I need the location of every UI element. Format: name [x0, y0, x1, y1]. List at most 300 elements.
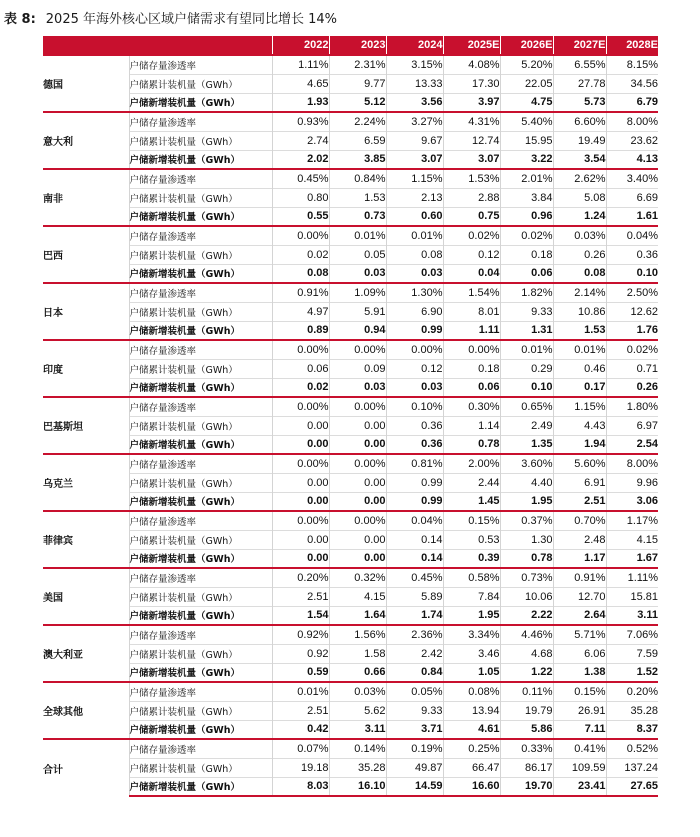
header-year: 2026E [500, 36, 553, 55]
table-row [43, 131, 658, 150]
value-cell: 19.70 [500, 777, 553, 796]
value-cell: 8.00% [606, 112, 658, 131]
table-row [43, 530, 658, 549]
value-cell: 2.31% [329, 55, 386, 74]
value-cell: 1.54 [272, 606, 329, 625]
value-cell: 0.89 [272, 321, 329, 340]
value-cell: 1.67 [606, 549, 658, 568]
table-row [43, 207, 658, 226]
metric-label: 户储累计装机量（GWh） [129, 302, 272, 321]
value-cell: 6.06 [553, 644, 606, 663]
value-cell: 7.11 [553, 720, 606, 739]
value-cell: 0.15% [553, 682, 606, 701]
metric-label: 户储新增装机量（GWh） [129, 207, 272, 226]
value-cell: 1.11% [272, 55, 329, 74]
value-cell: 0.99 [386, 321, 443, 340]
value-cell: 35.28 [606, 701, 658, 720]
value-cell: 1.76 [606, 321, 658, 340]
metric-label: 户储新增装机量（GWh） [129, 378, 272, 397]
value-cell: 17.30 [443, 74, 500, 93]
value-cell: 4.15 [606, 530, 658, 549]
value-cell: 16.10 [329, 777, 386, 796]
value-cell: 1.22 [500, 663, 553, 682]
metric-label: 户储存量渗透率 [129, 682, 272, 701]
metric-label: 户储新增装机量（GWh） [129, 435, 272, 454]
header-blank [43, 36, 272, 55]
value-cell: 5.73 [553, 93, 606, 112]
value-cell: 4.75 [500, 93, 553, 112]
value-cell: 26.91 [553, 701, 606, 720]
metric-label: 户储累计装机量（GWh） [129, 188, 272, 207]
value-cell: 0.94 [329, 321, 386, 340]
metric-label: 户储累计装机量（GWh） [129, 644, 272, 663]
value-cell: 1.14 [443, 416, 500, 435]
value-cell: 23.41 [553, 777, 606, 796]
table-caption: 2025 年海外核心区域户储需求有望同比增长 14% [45, 12, 338, 27]
value-cell: 1.54% [443, 283, 500, 302]
value-cell: 0.03 [329, 264, 386, 283]
value-cell: 12.70 [553, 587, 606, 606]
value-cell: 0.36 [606, 245, 658, 264]
value-cell: 2.42 [386, 644, 443, 663]
value-cell: 1.53 [553, 321, 606, 340]
value-cell: 27.65 [606, 777, 658, 796]
table-row [43, 701, 658, 720]
value-cell: 0.14% [329, 739, 386, 758]
metric-label: 户储存量渗透率 [129, 283, 272, 302]
value-cell: 0.06 [272, 359, 329, 378]
metric-label: 户储存量渗透率 [129, 454, 272, 473]
value-cell: 0.84 [386, 663, 443, 682]
value-cell: 2.50% [606, 283, 658, 302]
value-cell: 1.93 [272, 93, 329, 112]
value-cell: 66.47 [443, 758, 500, 777]
value-cell: 0.91% [553, 568, 606, 587]
value-cell: 0.00 [272, 435, 329, 454]
value-cell: 12.74 [443, 131, 500, 150]
value-cell: 2.51 [553, 492, 606, 511]
metric-label: 户储累计装机量（GWh） [129, 587, 272, 606]
value-cell: 0.00 [272, 492, 329, 511]
value-cell: 109.59 [553, 758, 606, 777]
table-row [43, 226, 658, 245]
value-cell: 0.53 [443, 530, 500, 549]
value-cell: 0.05 [329, 245, 386, 264]
value-cell: 0.02 [272, 245, 329, 264]
table-row [43, 473, 658, 492]
value-cell: 0.39 [443, 549, 500, 568]
metric-label: 户储累计装机量（GWh） [129, 245, 272, 264]
value-cell: 0.65% [500, 397, 553, 416]
value-cell: 1.30 [500, 530, 553, 549]
value-cell: 1.24 [553, 207, 606, 226]
value-cell: 3.06 [606, 492, 658, 511]
value-cell: 1.56% [329, 625, 386, 644]
metric-label: 户储新增装机量（GWh） [129, 492, 272, 511]
value-cell: 0.08 [553, 264, 606, 283]
value-cell: 0.08 [272, 264, 329, 283]
value-cell: 0.12 [443, 245, 500, 264]
value-cell: 0.19% [386, 739, 443, 758]
value-cell: 1.95 [443, 606, 500, 625]
value-cell: 0.80 [272, 188, 329, 207]
value-cell: 0.15% [443, 511, 500, 530]
value-cell: 0.59 [272, 663, 329, 682]
region-name: 日本 [43, 283, 129, 340]
table-row [43, 340, 658, 359]
region-name: 菲律宾 [43, 511, 129, 568]
value-cell: 8.01 [443, 302, 500, 321]
value-cell: 0.60 [386, 207, 443, 226]
value-cell: 0.18 [500, 245, 553, 264]
value-cell: 6.55% [553, 55, 606, 74]
value-cell: 0.29 [500, 359, 553, 378]
header-year: 2022 [272, 36, 329, 55]
value-cell: 9.67 [386, 131, 443, 150]
value-cell: 1.74 [386, 606, 443, 625]
value-cell: 3.07 [443, 150, 500, 169]
value-cell: 8.00% [606, 454, 658, 473]
value-cell: 0.42 [272, 720, 329, 739]
value-cell: 4.08% [443, 55, 500, 74]
value-cell: 1.09% [329, 283, 386, 302]
table-row [43, 416, 658, 435]
value-cell: 0.11% [500, 682, 553, 701]
table-row [43, 359, 658, 378]
table-row [43, 587, 658, 606]
value-cell: 1.95 [500, 492, 553, 511]
metric-label: 户储存量渗透率 [129, 112, 272, 131]
value-cell: 6.90 [386, 302, 443, 321]
value-cell: 0.03% [329, 682, 386, 701]
value-cell: 0.00 [329, 549, 386, 568]
value-cell: 1.64 [329, 606, 386, 625]
value-cell: 0.91% [272, 283, 329, 302]
value-cell: 5.62 [329, 701, 386, 720]
value-cell: 0.00% [329, 454, 386, 473]
table-row [43, 568, 658, 587]
region-name: 南非 [43, 169, 129, 226]
value-cell: 15.95 [500, 131, 553, 150]
value-cell: 4.40 [500, 473, 553, 492]
value-cell: 0.00 [329, 473, 386, 492]
value-cell: 0.06 [500, 264, 553, 283]
metric-label: 户储新增装机量（GWh） [129, 321, 272, 340]
value-cell: 0.00% [386, 340, 443, 359]
value-cell: 4.65 [272, 74, 329, 93]
value-cell: 13.33 [386, 74, 443, 93]
metric-label: 户储存量渗透率 [129, 340, 272, 359]
value-cell: 7.84 [443, 587, 500, 606]
value-cell: 15.81 [606, 587, 658, 606]
value-cell: 3.22 [500, 150, 553, 169]
value-cell: 0.25% [443, 739, 500, 758]
value-cell: 2.54 [606, 435, 658, 454]
header-year: 2028E [606, 36, 658, 55]
metric-label: 户储新增装机量（GWh） [129, 777, 272, 796]
value-cell: 3.60% [500, 454, 553, 473]
metric-label: 户储新增装机量（GWh） [129, 720, 272, 739]
value-cell: 0.01% [553, 340, 606, 359]
value-cell: 3.15% [386, 55, 443, 74]
value-cell: 0.00% [443, 340, 500, 359]
value-cell: 0.93% [272, 112, 329, 131]
value-cell: 0.10% [386, 397, 443, 416]
value-cell: 0.75 [443, 207, 500, 226]
table-row [43, 454, 658, 473]
value-cell: 1.82% [500, 283, 553, 302]
value-cell: 3.11 [329, 720, 386, 739]
table-row [43, 682, 658, 701]
value-cell: 1.61 [606, 207, 658, 226]
value-cell: 0.02 [272, 378, 329, 397]
value-cell: 4.43 [553, 416, 606, 435]
value-cell: 8.03 [272, 777, 329, 796]
value-cell: 0.03% [553, 226, 606, 245]
header-year: 2023 [329, 36, 386, 55]
table-row [43, 644, 658, 663]
metric-label: 户储存量渗透率 [129, 169, 272, 188]
value-cell: 8.37 [606, 720, 658, 739]
value-cell: 0.18 [443, 359, 500, 378]
value-cell: 0.99 [386, 492, 443, 511]
table-row [43, 720, 658, 739]
value-cell: 3.27% [386, 112, 443, 131]
value-cell: 19.79 [500, 701, 553, 720]
value-cell: 5.12 [329, 93, 386, 112]
value-cell: 3.84 [500, 188, 553, 207]
value-cell: 0.00% [272, 340, 329, 359]
value-cell: 0.00% [272, 511, 329, 530]
value-cell: 0.00% [329, 397, 386, 416]
value-cell: 3.97 [443, 93, 500, 112]
table-row [43, 777, 658, 796]
value-cell: 2.00% [443, 454, 500, 473]
value-cell: 0.05% [386, 682, 443, 701]
table-row [43, 549, 658, 568]
value-cell: 7.06% [606, 625, 658, 644]
value-cell: 4.97 [272, 302, 329, 321]
value-cell: 0.46 [553, 359, 606, 378]
value-cell: 10.06 [500, 587, 553, 606]
value-cell: 5.60% [553, 454, 606, 473]
value-cell: 1.94 [553, 435, 606, 454]
value-cell: 1.35 [500, 435, 553, 454]
value-cell: 2.02 [272, 150, 329, 169]
value-cell: 1.31 [500, 321, 553, 340]
value-cell: 0.20% [272, 568, 329, 587]
value-cell: 0.14 [386, 549, 443, 568]
value-cell: 0.01% [272, 682, 329, 701]
table-row [43, 758, 658, 777]
table-row [43, 169, 658, 188]
metric-label: 户储存量渗透率 [129, 397, 272, 416]
value-cell: 22.05 [500, 74, 553, 93]
value-cell: 0.03 [386, 264, 443, 283]
value-cell: 1.30% [386, 283, 443, 302]
value-cell: 4.15 [329, 587, 386, 606]
value-cell: 3.85 [329, 150, 386, 169]
value-cell: 0.73 [329, 207, 386, 226]
table-row [43, 321, 658, 340]
table-row [43, 625, 658, 644]
region-name: 巴西 [43, 226, 129, 283]
value-cell: 0.00% [272, 226, 329, 245]
value-cell: 0.92 [272, 644, 329, 663]
table-row [43, 283, 658, 302]
value-cell: 2.49 [500, 416, 553, 435]
value-cell: 0.01% [500, 340, 553, 359]
value-cell: 23.62 [606, 131, 658, 150]
header-year: 2027E [553, 36, 606, 55]
metric-label: 户储存量渗透率 [129, 568, 272, 587]
value-cell: 2.36% [386, 625, 443, 644]
value-cell: 35.28 [329, 758, 386, 777]
value-cell: 0.04% [606, 226, 658, 245]
metric-label: 户储累计装机量（GWh） [129, 416, 272, 435]
value-cell: 0.00 [329, 435, 386, 454]
region-name: 乌克兰 [43, 454, 129, 511]
table-body [43, 55, 658, 796]
value-cell: 1.11 [443, 321, 500, 340]
value-cell: 6.91 [553, 473, 606, 492]
value-cell: 1.53% [443, 169, 500, 188]
table-row [43, 739, 658, 758]
table-row [43, 606, 658, 625]
value-cell: 2.13 [386, 188, 443, 207]
value-cell: 0.07% [272, 739, 329, 758]
value-cell: 34.56 [606, 74, 658, 93]
value-cell: 0.00 [329, 492, 386, 511]
metric-label: 户储新增装机量（GWh） [129, 663, 272, 682]
value-cell: 4.68 [500, 644, 553, 663]
value-cell: 0.20% [606, 682, 658, 701]
value-cell: 9.96 [606, 473, 658, 492]
table-row [43, 93, 658, 112]
value-cell: 2.01% [500, 169, 553, 188]
header-row [43, 36, 658, 55]
value-cell: 5.86 [500, 720, 553, 739]
value-cell: 1.11% [606, 568, 658, 587]
value-cell: 0.00 [272, 416, 329, 435]
metric-label: 户储新增装机量（GWh） [129, 264, 272, 283]
value-cell: 6.60% [553, 112, 606, 131]
value-cell: 0.10 [500, 378, 553, 397]
region-name: 美国 [43, 568, 129, 625]
value-cell: 0.26 [553, 245, 606, 264]
value-cell: 19.49 [553, 131, 606, 150]
value-cell: 1.53 [329, 188, 386, 207]
value-cell: 3.34% [443, 625, 500, 644]
value-cell: 0.36 [386, 416, 443, 435]
value-cell: 0.45% [386, 568, 443, 587]
header-year: 2024 [386, 36, 443, 55]
region-name: 澳大利亚 [43, 625, 129, 682]
value-cell: 2.74 [272, 131, 329, 150]
value-cell: 0.00 [329, 530, 386, 549]
value-cell: 27.78 [553, 74, 606, 93]
value-cell: 6.59 [329, 131, 386, 150]
value-cell: 3.11 [606, 606, 658, 625]
value-cell: 0.02% [443, 226, 500, 245]
value-cell: 86.17 [500, 758, 553, 777]
metric-label: 户储累计装机量（GWh） [129, 359, 272, 378]
value-cell: 1.17 [553, 549, 606, 568]
header-year: 2025E [443, 36, 500, 55]
value-cell: 1.45 [443, 492, 500, 511]
value-cell: 0.73% [500, 568, 553, 587]
value-cell: 2.62% [553, 169, 606, 188]
data-table [43, 36, 658, 797]
value-cell: 1.58 [329, 644, 386, 663]
value-cell: 19.18 [272, 758, 329, 777]
metric-label: 户储累计装机量（GWh） [129, 74, 272, 93]
table-title [4, 9, 337, 31]
value-cell: 0.55 [272, 207, 329, 226]
value-cell: 1.15% [386, 169, 443, 188]
value-cell: 0.92% [272, 625, 329, 644]
table-number: 表 8: [4, 12, 36, 27]
value-cell: 2.88 [443, 188, 500, 207]
region-name: 合计 [43, 739, 129, 796]
region-name: 全球其他 [43, 682, 129, 739]
region-name: 巴基斯坦 [43, 397, 129, 454]
value-cell: 0.36 [386, 435, 443, 454]
metric-label: 户储新增装机量（GWh） [129, 549, 272, 568]
value-cell: 2.24% [329, 112, 386, 131]
metric-label: 户储存量渗透率 [129, 739, 272, 758]
value-cell: 0.02% [500, 226, 553, 245]
value-cell: 3.54 [553, 150, 606, 169]
value-cell: 0.81% [386, 454, 443, 473]
value-cell: 4.61 [443, 720, 500, 739]
value-cell: 0.00% [329, 340, 386, 359]
table-row [43, 245, 658, 264]
table-row [43, 112, 658, 131]
value-cell: 5.71% [553, 625, 606, 644]
value-cell: 0.45% [272, 169, 329, 188]
value-cell: 0.00 [329, 416, 386, 435]
table-row [43, 264, 658, 283]
value-cell: 4.31% [443, 112, 500, 131]
value-cell: 10.86 [553, 302, 606, 321]
value-cell: 14.59 [386, 777, 443, 796]
value-cell: 0.12 [386, 359, 443, 378]
value-cell: 0.41% [553, 739, 606, 758]
value-cell: 0.71 [606, 359, 658, 378]
table-row [43, 74, 658, 93]
value-cell: 0.32% [329, 568, 386, 587]
table-row [43, 378, 658, 397]
metric-label: 户储存量渗透率 [129, 625, 272, 644]
value-cell: 0.00 [272, 530, 329, 549]
metric-label: 户储累计装机量（GWh） [129, 701, 272, 720]
value-cell: 3.07 [386, 150, 443, 169]
value-cell: 8.15% [606, 55, 658, 74]
value-cell: 2.64 [553, 606, 606, 625]
value-cell: 0.30% [443, 397, 500, 416]
value-cell: 5.89 [386, 587, 443, 606]
value-cell: 4.46% [500, 625, 553, 644]
value-cell: 7.59 [606, 644, 658, 663]
value-cell: 0.78 [500, 549, 553, 568]
value-cell: 6.79 [606, 93, 658, 112]
value-cell: 9.77 [329, 74, 386, 93]
value-cell: 0.78 [443, 435, 500, 454]
value-cell: 1.80% [606, 397, 658, 416]
value-cell: 0.04 [443, 264, 500, 283]
value-cell: 0.08% [443, 682, 500, 701]
